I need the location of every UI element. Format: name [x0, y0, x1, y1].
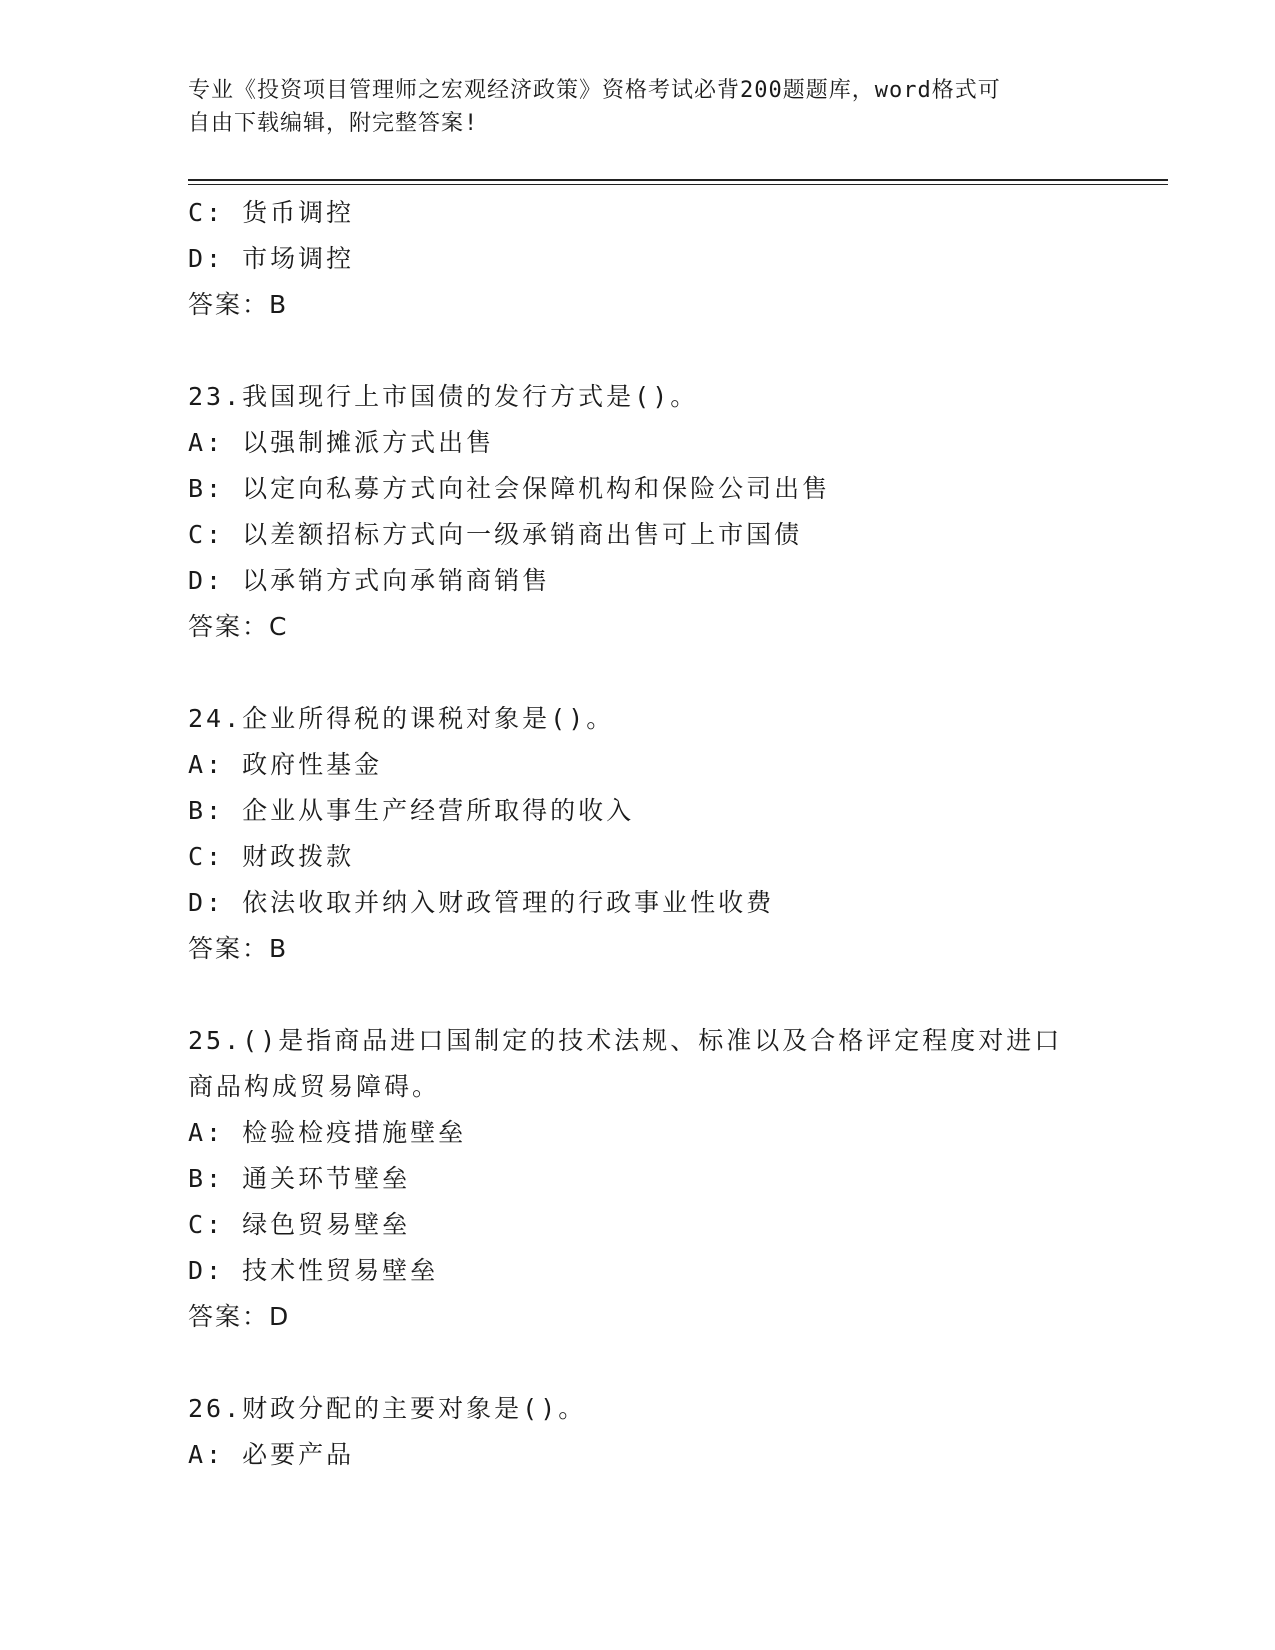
- question-25: [188, 1018, 1168, 1340]
- document-header: [188, 74, 1088, 140]
- question-22-partial: [188, 190, 1168, 328]
- option-d: D: 依法收取并纳入财政管理的行政事业性收费: [188, 888, 775, 917]
- header-line-2: 自由下载编辑，附完整答案!: [188, 111, 479, 136]
- option-c: C: 绿色贸易壁垒: [188, 1210, 411, 1239]
- question-26: [188, 1386, 1168, 1478]
- answer-label: 答案：C: [188, 612, 289, 641]
- option-a: A: 政府性基金: [188, 750, 383, 779]
- question-stem: 26.财政分配的主要对象是()。: [188, 1394, 587, 1423]
- spacer: [188, 972, 1168, 1018]
- answer-label: 答案：D: [188, 1302, 291, 1331]
- spacer: [188, 1340, 1168, 1386]
- option-b: B: 以定向私募方式向社会保障机构和保险公司出售: [188, 474, 831, 503]
- option-a: A: 以强制摊派方式出售: [188, 428, 495, 457]
- option-a: A: 必要产品: [188, 1440, 355, 1469]
- option-b: B: 企业从事生产经营所取得的收入: [188, 796, 635, 825]
- header-divider: [188, 179, 1168, 185]
- spacer: [188, 328, 1168, 374]
- document-body: [188, 190, 1168, 1478]
- option-c: C: 货币调控: [188, 198, 355, 227]
- option-a: A: 检验检疫措施壁垒: [188, 1118, 467, 1147]
- answer-label: 答案：B: [188, 934, 289, 963]
- question-stem-line-1: 25.()是指商品进口国制定的技术法规、标准以及合格评定程度对进口: [188, 1026, 1063, 1055]
- spacer: [188, 650, 1168, 696]
- option-d: D: 技术性贸易壁垒: [188, 1256, 439, 1285]
- option-c: C: 以差额招标方式向一级承销商出售可上市国债: [188, 520, 803, 549]
- answer-label: 答案：B: [188, 290, 289, 319]
- question-stem-line-2: 商品构成贸易障碍。: [188, 1072, 441, 1101]
- question-23: [188, 374, 1168, 650]
- option-c: C: 财政拨款: [188, 842, 355, 871]
- header-line-1: 专业《投资项目管理师之宏观经济政策》资格考试必背200题题库，word格式可: [188, 78, 1001, 103]
- question-24: [188, 696, 1168, 972]
- option-d: D: 以承销方式向承销商销售: [188, 566, 551, 595]
- question-stem: 23.我国现行上市国债的发行方式是()。: [188, 382, 699, 411]
- question-stem: 24.企业所得税的课税对象是()。: [188, 704, 615, 733]
- option-d: D: 市场调控: [188, 244, 355, 273]
- option-b: B: 通关环节壁垒: [188, 1164, 411, 1193]
